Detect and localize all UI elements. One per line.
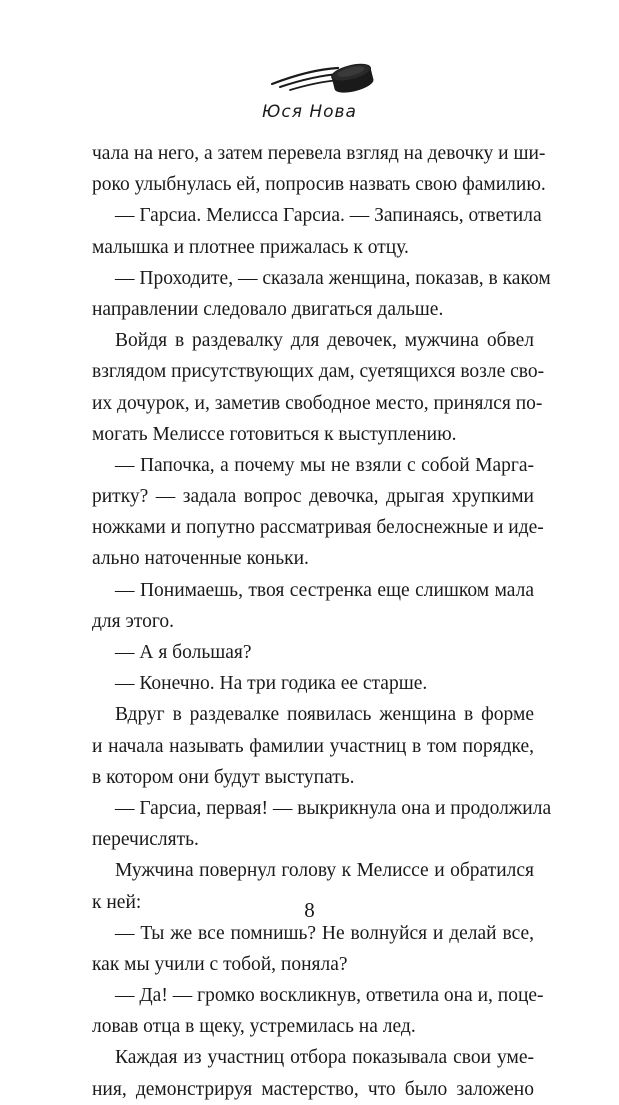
text-line: перечислять. [92, 829, 199, 851]
text-line: для этого. [92, 610, 175, 632]
text-line: — Понимаешь, твоя сестренка еще слишком мала [115, 579, 534, 601]
text-line: Вдруг в раздевалке появилась женщина в форме [115, 704, 534, 726]
text-line: и начала называть фамилии участниц в том порядке, [92, 735, 534, 757]
text-line: ловав отца в щеку, устремилась на лед. [92, 1016, 416, 1038]
text-line: Мужчина повернул голову к Мелиссе и обратился [115, 860, 534, 882]
text-line: Каждая из участниц отбора показывала свои уме- [115, 1047, 534, 1069]
text-line: ножками и попутно рассматривая белоснежные и иде- [92, 517, 544, 539]
text-line: ритку? — задала вопрос девочка, дрыгая хрупкими [92, 486, 534, 508]
text-line: чала на него, а затем перевела взгляд на девочку и ши- [92, 143, 546, 164]
text-line: — Гарсиа, первая! — выкрикнула она и продолжила [115, 797, 552, 819]
text-line: направлении следовало двигаться дальше. [92, 298, 444, 320]
text-line: — Гарсиа. Мелисса Гарсиа. — Запинаясь, ответила [115, 205, 542, 227]
text-line: их дочурок, и, заметив свободное место, принялся по- [92, 392, 543, 414]
text-line: — Папочка, а почему мы не взяли с собой Марга- [115, 454, 534, 476]
text-line: роко улыбнулась ей, попросив назвать свою фамилию. [92, 174, 546, 196]
page-header [0, 50, 619, 130]
text-line: как мы учили с тобой, поняла? [92, 953, 348, 975]
text-line: — Да! — громко воскликнув, ответила она и, поце- [115, 985, 544, 1007]
hockey-puck-icon [268, 54, 376, 100]
text-line: — Ты же все помнишь? Не волнуйся и делай все, [115, 922, 534, 944]
text-line: Войдя в раздевалку для девочек, мужчина обвел [115, 330, 534, 352]
body-text [92, 138, 552, 1105]
text-line: ально наточенные коньки. [92, 548, 309, 570]
text-line: взглядом присутствующих дам, суетящихся возле сво- [92, 361, 545, 383]
page-number: 8 [304, 898, 315, 922]
text-line: малышка и плотнее прижалась к отцу. [92, 236, 409, 258]
text-line: могать Мелиссе готовиться к выступлению. [92, 423, 457, 445]
text-line: ния, демонстрируя мастерство, что было заложено [92, 1078, 534, 1100]
text-line: — А я большая? [115, 642, 252, 663]
text-line: — Конечно. На три годика ее старше. [115, 673, 428, 695]
running-header-author: Юся Нова [262, 102, 357, 122]
text-line: к ней: [92, 891, 142, 913]
text-line: в котором они будут выступать. [92, 766, 355, 788]
text-line: — Проходите, — сказала женщина, показав, в каком [115, 267, 551, 289]
